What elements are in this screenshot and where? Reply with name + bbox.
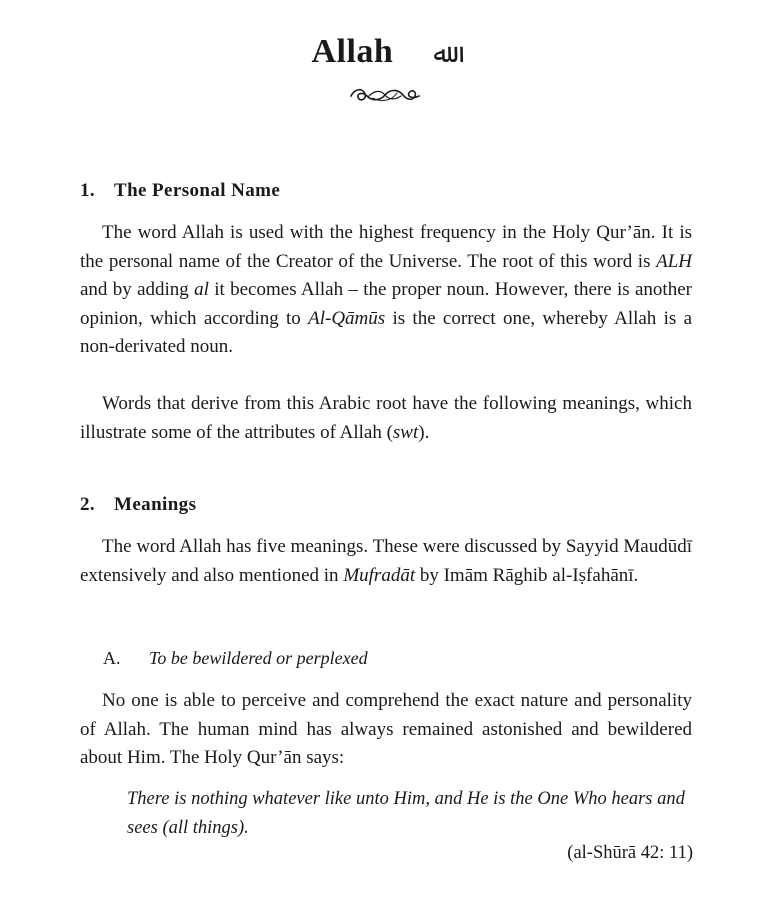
text-run: The word Allah has five meanings. These were discussed by Sayyid Maudūdī extensively and also mentioned in (80, 536, 692, 586)
text-run: by Imām Rāghib al-Iṣfahānī. (415, 564, 639, 586)
italic-term: Mufradāt (343, 564, 416, 586)
quote-citation: (al-Shūrā 42: 11) (567, 843, 693, 863)
section-number: 1. (80, 180, 96, 201)
text-run: and by adding (80, 279, 195, 301)
paragraph-five-meanings (80, 533, 692, 590)
paragraph-root-meanings (80, 390, 692, 447)
italic-term: ALH (656, 250, 692, 272)
section-number: 2. (80, 494, 96, 515)
subheading-bewildered (103, 648, 368, 669)
italic-term: al (194, 279, 209, 301)
text-run: The word Allah is used with the highest frequency in the Holy Qur’ān. It is the personal name of the Creator of the Universe. The root of this word is (80, 222, 692, 272)
text-run: Words that derive from this Arabic root have the following meanings, which illustrate some of the attributes of Allah ( (80, 393, 692, 443)
quran-quote: There is nothing whatever like unto Him, and He is the One Who hears and sees (all things). (127, 789, 685, 838)
arabic-title: ﷲ (433, 39, 449, 69)
section-title: The Personal Name (114, 180, 281, 201)
page-title: Allah (311, 33, 394, 70)
paragraph-bewildered: No one is able to perceive and comprehend the exact nature and personality of Allah. The human mind has always remained astonished and bewildered about Him. The Holy Qur’ān says: (80, 690, 692, 769)
flourish-ornament-icon (347, 84, 423, 106)
title-row (0, 28, 760, 76)
subheading-text: To be bewildered or perplexed (149, 648, 368, 668)
paragraph-personal-name (80, 219, 692, 362)
italic-term: swt (392, 421, 419, 443)
text-run: ). (418, 421, 430, 443)
section-title: Meanings (114, 494, 197, 515)
subheading-letter: A. (103, 648, 121, 668)
section-heading-meanings (80, 494, 196, 516)
text-run: it becomes Allah – the proper noun. However, there is another opinion, which according to (80, 279, 692, 329)
section-heading-personal-name (80, 180, 280, 202)
italic-term: Al-Qāmūs (308, 307, 386, 329)
text-run: is the correct one, whereby Allah is a non-derivated noun. (80, 307, 692, 358)
